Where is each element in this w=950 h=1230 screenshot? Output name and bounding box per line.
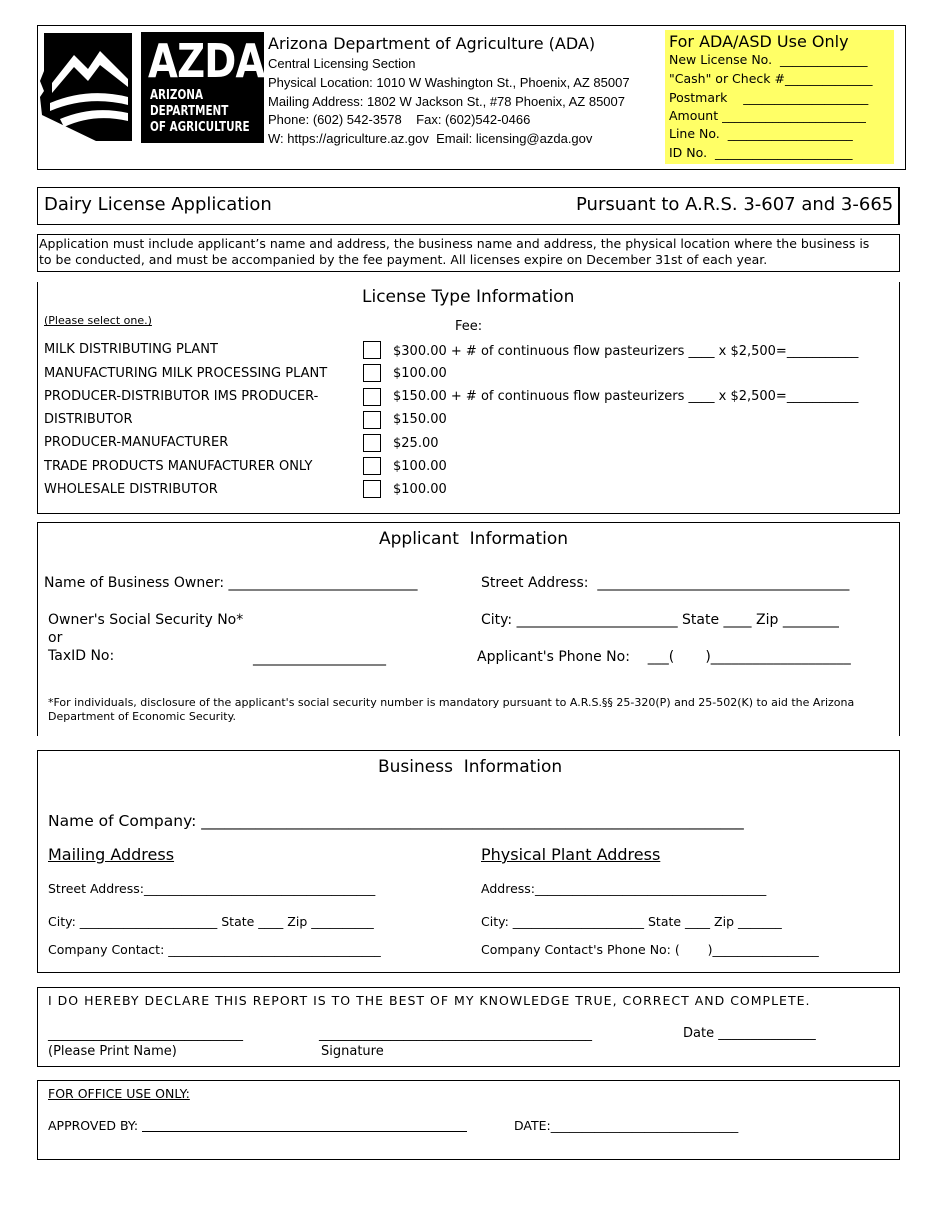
mailing-city-field[interactable]: City: ______________________ State ____ Zip __________	[48, 914, 374, 929]
applicant-footnote-2: Department of Economic Security.	[48, 710, 237, 723]
license-fee-5: $25.00	[393, 436, 439, 451]
company-name-field[interactable]: Name of Company: ______________________________________________________________________	[48, 812, 744, 830]
office-use-heading: FOR OFFICE USE ONLY:	[48, 1086, 190, 1101]
applicant-phone-field[interactable]: Applicant's Phone No: ___( )____________________	[477, 649, 851, 665]
license-label-6: TRADE PRODUCTS MANUFACTURER ONLY	[44, 459, 313, 474]
ssn-field[interactable]: ___________________	[253, 650, 386, 666]
signature-label: Signature	[321, 1044, 384, 1059]
license-fee-6: $100.00	[393, 459, 447, 474]
license-fee-2: $100.00	[393, 366, 447, 381]
license-heading: License Type Information	[362, 287, 575, 307]
taxid-label: TaxID No:	[48, 648, 115, 664]
license-label-4: DISTRIBUTOR	[44, 412, 133, 427]
mailing-address-heading: Mailing Address	[48, 845, 175, 864]
declaration-text: I DO HEREBY DECLARE THIS REPORT IS TO THE BEST OF MY KNOWLEDGE TRUE, CORRECT AND COMPLETE.	[48, 993, 811, 1008]
agency-name: Arizona Department of Agriculture (ADA)	[268, 34, 596, 53]
print-name-field[interactable]: ______________________________	[48, 1027, 243, 1042]
notice-line-1: Application must include applicant’s name and address, the business name and address, the physical location where the business is	[39, 236, 870, 251]
azda-logo-text: AZDA	[148, 34, 265, 88]
license-fee-3: $150.00 + # of continuous flow pasteurizers ____ x $2,500=___________	[393, 389, 859, 404]
license-label-5: PRODUCER-MANUFACTURER	[44, 435, 229, 450]
agency-web: W: https://agriculture.az.gov Email: licensing@azda.gov	[268, 131, 593, 146]
declaration-date-field[interactable]: Date _______________	[683, 1026, 816, 1041]
applicant-heading: Applicant Information	[379, 529, 569, 549]
azda-logo-sub-1: ARIZONA	[150, 88, 204, 103]
notice-box	[37, 234, 900, 272]
agency-section: Central Licensing Section	[268, 56, 416, 71]
approved-by-line[interactable]	[142, 1131, 467, 1132]
ada-row-check: "Cash" or Check #______________	[669, 71, 873, 86]
ada-row-id: ID No. ______________________	[669, 145, 853, 160]
form-statute: Pursuant to A.R.S. 3-607 and 3-665	[576, 194, 894, 215]
agency-phone: Phone: (602) 542-3578 Fax: (602)542-0466	[268, 112, 531, 127]
notice-line-2: to be conducted, and must be accompanied by the fee payment. All licenses expire on December 31st of each year.	[39, 252, 768, 267]
arizona-logo-icon	[38, 31, 134, 143]
license-label-3: PRODUCER-DISTRIBUTOR IMS PRODUCER-	[44, 389, 319, 404]
approved-by-label: APPROVED BY:	[48, 1118, 139, 1133]
license-checkbox-3[interactable]	[363, 388, 381, 406]
license-checkbox-5[interactable]	[363, 434, 381, 452]
ada-row-postmark: Postmark ____________________	[669, 90, 869, 105]
ada-row-license: New License No. ______________	[669, 52, 868, 67]
business-heading: Business Information	[378, 757, 563, 777]
print-name-label: (Please Print Name)	[48, 1044, 177, 1059]
plant-city-field[interactable]: City: _____________________ State ____ Zip _______	[481, 914, 782, 929]
form-title: Dairy License Application	[44, 194, 272, 215]
license-select-note: (Please select one.)	[44, 314, 152, 327]
agency-mailing: Mailing Address: 1802 W Jackson St., #78 Phoenix, AZ 85007	[268, 94, 625, 109]
ada-use-title: For ADA/ASD Use Only	[669, 32, 849, 51]
ada-row-amount: Amount _______________________	[669, 108, 866, 123]
license-fee-label: Fee:	[455, 319, 483, 334]
mailing-street-field[interactable]: Street Address:_____________________________________	[48, 881, 376, 896]
mailing-contact-field[interactable]: Company Contact: __________________________________	[48, 942, 381, 957]
applicant-footnote-1: *For individuals, disclosure of the applicant's social security number is mandatory pursuant to A.R.S.§§ 25-320(P) and 25-502(K) to aid the Arizona	[48, 696, 855, 709]
license-fee-7: $100.00	[393, 482, 447, 497]
azda-logo-sub-3: OF AGRICULTURE	[150, 120, 250, 135]
plant-phone-field[interactable]: Company Contact's Phone No: ( )_________________	[481, 942, 819, 957]
applicant-city-field[interactable]: City: _______________________ State ____ Zip ________	[481, 612, 839, 628]
office-date-field[interactable]: DATE:______________________________	[514, 1118, 739, 1133]
license-fee-1: $300.00 + # of continuous flow pasteurizers ____ x $2,500=___________	[393, 344, 859, 359]
license-checkbox-2[interactable]	[363, 364, 381, 382]
license-fee-4: $150.00	[393, 412, 447, 427]
license-label-7: WHOLESALE DISTRIBUTOR	[44, 482, 218, 497]
ada-use-box	[665, 30, 894, 164]
license-checkbox-6[interactable]	[363, 457, 381, 475]
agency-physical: Physical Location: 1010 W Washington St., Phoenix, AZ 85007	[268, 75, 630, 90]
azda-logo-sub-2: DEPARTMENT	[150, 104, 229, 119]
signature-field[interactable]: __________________________________________	[319, 1027, 592, 1042]
title-bar	[37, 187, 900, 225]
license-checkbox-4[interactable]	[363, 411, 381, 429]
license-label-1: MILK DISTRIBUTING PLANT	[44, 342, 218, 357]
applicant-street-field[interactable]: Street Address: ____________________________________	[481, 575, 850, 591]
ssn-label: Owner's Social Security No*	[48, 612, 244, 628]
license-label-2: MANUFACTURING MILK PROCESSING PLANT	[44, 366, 328, 381]
azda-logo	[141, 32, 264, 143]
ssn-or-label: or	[48, 630, 63, 646]
plant-address-heading: Physical Plant Address	[481, 845, 661, 864]
license-checkbox-7[interactable]	[363, 480, 381, 498]
plant-address-field[interactable]: Address:_____________________________________	[481, 881, 767, 896]
ada-row-line: Line No. ____________________	[669, 126, 853, 141]
license-checkbox-1[interactable]	[363, 341, 381, 359]
business-owner-field[interactable]: Name of Business Owner: ___________________________	[44, 575, 418, 591]
